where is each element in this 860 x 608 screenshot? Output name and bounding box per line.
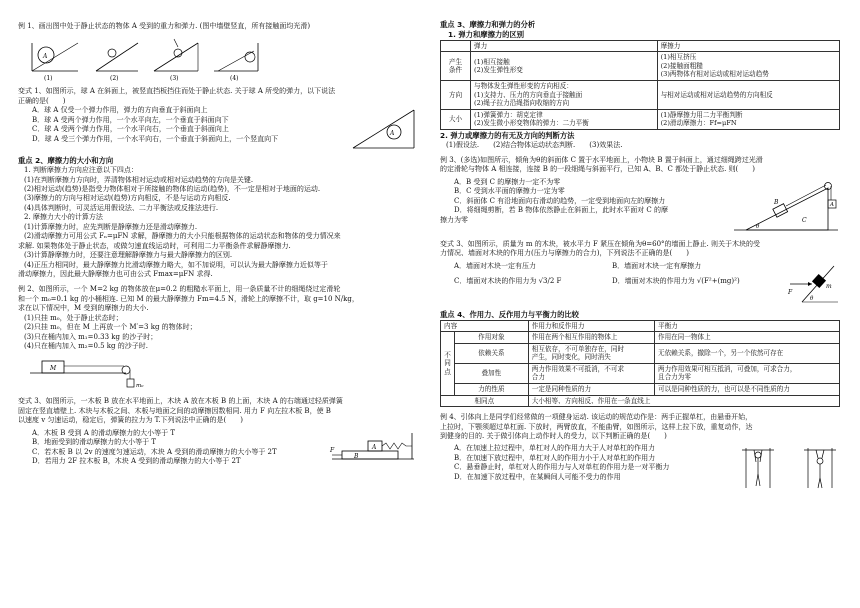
elastic-friction-table: [440, 40, 840, 130]
t2-row-2-b: 两力作用效果不可抵消，不可求 合力: [528, 363, 654, 383]
fig1-label-a: A: [43, 53, 48, 61]
t1-row-0-b: (1)相互挤压 (2)接触面粗糙 (3)两物体有相对运动或相对运动趋势: [657, 52, 839, 81]
kp2-line-4: (4)具体判断时，可灵活运用假设法、二力平衡法或反推法进行.: [24, 203, 219, 212]
t2-row-0-a: 作用对象: [455, 332, 529, 344]
variant-3-option-b: B．地面受到的滑动摩擦力的大小等于 T: [32, 438, 157, 447]
t2-row-3-c: 可以是同种性质的力，也可以是不同性质的力: [655, 384, 840, 396]
example-4-option-d: D．在加速下放过程中，在某瞬间人可能不受力的作用: [454, 472, 621, 481]
variant-3-diagram: [328, 429, 418, 463]
key-point-2-title: 重点 2、摩擦力的大小和方向: [18, 156, 114, 166]
kp2-line-2: (2)相对运动(趋势)是指受力物体相对于所接触的物体的运动(趋势)，不一定是相对于地面的运动.: [24, 185, 321, 194]
example-1-text: 例 1、画出图中处于静止状态的物体 A 受到的重力和弹力. (图中墙壁竖直，所有接触面均光滑): [18, 22, 311, 30]
example-4-option-b: B．在加速下放过程中，单杠对人的作用力小于人对单杠的作用力: [454, 453, 656, 462]
example-2-item-2: (2)只挂 m₀，但在 M 上再放一个 M′=3 kg 的物体时；: [24, 323, 197, 332]
t2-group-label: 不 同点: [441, 332, 455, 395]
t2-same-value: 大小相等、方向相反、作用在一条直线上: [528, 395, 839, 407]
variant-1-option-c: C．球 A 受两个弹力作用，一个水平向右，一个垂直于斜面向上: [32, 125, 229, 134]
example-2-item-3: (3)只在桶内加入 m₁=0.33 kg 的沙子时；: [24, 332, 158, 341]
variant-3-line-2: 固定在竖直墙壁上. 木块与木板之间、木板与地面之间的动摩擦因数相同. 用力 F 向左拉木板 B，使 B: [18, 406, 331, 415]
t1-head-2: 摩擦力: [657, 40, 839, 52]
bucket-label: m₀: [136, 383, 144, 390]
force-f-label-r: F: [788, 288, 793, 296]
variant-1-ball-label: A: [390, 130, 395, 138]
angle-theta-label: θ: [756, 223, 760, 230]
variant-1-body: [18, 106, 418, 152]
t1-head-1: 弹力: [471, 40, 658, 52]
block-b-label-r: B: [774, 198, 779, 206]
example-3-option-a: A．B 受到 C 的摩擦力一定不为零: [454, 177, 561, 186]
wedge-c-label: C: [802, 216, 807, 224]
t2-row-2-a: 叠加性: [455, 363, 529, 383]
variant-3b-option-a: A．墙面对木块一定有压力: [454, 261, 537, 270]
t1-row-2-b: (1)静摩擦力用二力平衡判断 (2)滑动摩擦力：Ff=μFN: [657, 109, 839, 129]
variant-3-body: [18, 429, 418, 467]
variant-1-option-d: D．球 A 受三个弹力作用，一个水平向右，一个垂直于斜面向上，一个竖直向下: [32, 134, 279, 143]
right-column: [440, 20, 840, 490]
kp3-methods: (1)假设法. (2)结合物体运动状态判断. (3)效果法.: [446, 140, 623, 149]
variant-3-option-c: C．若木板 B 以 2v 的速度匀速运动，木块 A 受到的滑动摩擦力的大小等于 2T: [32, 447, 277, 456]
example-3-option-c: C．斜面体 C 有沿地面向右滑动的趋势，一定受到地面向左的摩擦力: [454, 196, 666, 205]
force-comparison-table: [440, 320, 840, 408]
variant-3b-option-c: C．墙面对木块的作用力为 √3/2 F: [454, 277, 562, 286]
kp2-line-0: 1. 判断摩擦力方向应注意以下四点：: [24, 166, 138, 175]
block-a-label: A: [372, 443, 377, 451]
t2-row-3-b: 一定是同种性质的力: [528, 384, 654, 396]
example-1-figures: [18, 33, 418, 81]
example-4-line-1: 例 4、引体向上是同学们经常做的一项健身运动. 该运动的规范动作是：两手正握单杠，由悬垂开始，: [440, 413, 753, 422]
t2-row-3-a: 力的性质: [455, 384, 529, 396]
variant-3b-line-1: 变式 3、如图所示，质量为 m 的木块，被水平力 F 紧压在倾角为θ=60°的墙面上静止. 则关于木块的受: [440, 239, 761, 248]
variant-1-diagram: [348, 106, 418, 152]
t1-row-0-head: 产生 条件: [441, 52, 471, 81]
variant-1-option-a: A．球 A 仅受一个弹力作用，弹力的方向垂直于斜面向上: [32, 106, 208, 115]
t1-head-0: [441, 40, 471, 52]
block-a-label-r: A: [830, 201, 834, 208]
fig-label-4: (4): [230, 75, 239, 82]
variant-3b-option-d: D．墙面对木块的作用力为 √(F²+(mg)²): [612, 277, 740, 286]
kp2-line-5: 2. 摩擦力大小的计算方法: [24, 213, 103, 222]
variant-3-line-3: 以速度 v 匀速运动，稳定后，弹簧的拉力为 T.下列说法中正确的是( ): [18, 416, 243, 425]
example-2-line-3: 求在以下情况中，M 受到的摩擦力的大小.: [18, 304, 149, 313]
t2-head-2: 平衡力: [655, 320, 840, 332]
kp2-line-10: (4)正压力相同时，最大静摩擦力比滑动摩擦力略大，如不加说明，可以认为最大静摩擦力近似等于: [24, 260, 328, 269]
t2-row-2-c: 两力作用效果可相互抵消，可叠加，可求合力， 且合力为零: [655, 363, 840, 383]
t1-row-1-head: 方向: [441, 80, 471, 109]
key-point-3-subtitle-2: 2. 弹力或摩擦力的有无及方向的判断方法: [440, 130, 575, 140]
variant-3-option-d: D．若用力 2F 拉木板 B，木块 A 受到的滑动摩擦力的大小等于 2T: [32, 457, 241, 466]
example-4-line-3: 到健身的目的. 关于做引体向上动作时人的受力，以下判断正确的是( ): [440, 432, 667, 440]
t1-row-0-a: (1)相互接触 (2)发生弹性形变: [471, 52, 658, 81]
kp2-line-3: (3)摩擦力的方向与相对运动(趋势)方向相反，不是与运动方向相反.: [24, 194, 231, 203]
example-3-diagram: [732, 178, 840, 234]
key-point-3-subtitle-1: 1. 弹力和摩擦力的区别: [448, 29, 525, 39]
t1-row-2-a: (1)弹簧弹力：胡克定律 (2)发生微小形变物体的弹力：二力平衡: [471, 109, 658, 129]
variant-3b-diagram: [784, 262, 840, 306]
example-2-item-4: (4)只在桶内加入 m₂=0.5 kg 的沙子时.: [24, 342, 148, 351]
fig-label-3: (3): [170, 75, 179, 82]
example-2-line-1: 例 2、如图所示，一个 M=2 kg 的物体放在μ=0.2 的粗糙水平面上，用一条质量不计的细绳绕过定滑轮: [18, 285, 341, 294]
example-1-diagram: [18, 33, 268, 81]
kp2-line-11: 滑动摩擦力，因此最大静摩擦力也可由公式 Fmax=μFN 求得.: [18, 269, 213, 278]
key-point-4-title: 重点 4、作用力、反作用力与平衡力的比较: [440, 309, 579, 319]
example-2-diagram: [28, 351, 148, 391]
t2-same-label: 相同点: [441, 395, 529, 407]
t1-row-1-a: 与物体发生弹性形变的方向相反： (1)支持力、压力的方向垂直于接触面 (2)绳子拉力沿绳指向收缩的方向: [471, 80, 658, 109]
left-column: [18, 20, 418, 467]
kp2-line-6: (1)计算摩擦力时，应先判断是静摩擦力还是滑动摩擦力.: [24, 222, 198, 231]
t2-head-1: 作用力和反作用力: [528, 320, 654, 332]
angle-theta-label-r: θ: [810, 295, 814, 302]
variant-1-option-b: B．球 A 受两个弹力作用，一个水平向左，一个垂直于斜面向下: [32, 115, 229, 124]
t2-row-0-b: 作用在两个相互作用的物体上: [528, 332, 654, 344]
example-4-line-2: 上拉时，下颚须超过单杠面. 下放时，两臂放直，不能曲臂，如图所示，这样上拉下放，重复动作，达: [440, 422, 753, 431]
kp2-line-9: (3)计算静摩擦力时，还要注意理解静摩擦力与最大静摩擦力的区别.: [24, 251, 233, 260]
t2-row-0-c: 作用在同一物体上: [655, 332, 840, 344]
example-2-line-2: 和一个 m₀=0.1 kg 的小桶相连. 已知 M 的最大静摩擦力 Fm=4.5 N，滑轮上的摩擦不计，取 g=10 N/kg，: [18, 294, 359, 303]
variant-3b-option-b: B．墙面对木块一定有摩擦力: [612, 261, 702, 270]
board-b-label: B: [354, 452, 359, 460]
t2-row-1-c: 无依赖关系，撤除一个，另一个依然可存在: [655, 343, 840, 363]
variant-1-line-1: 变式 1、如图所示，球 A 在斜面上，被竖直挡板挡住而处于静止状态. 关于球 A 所受的弹力，以下说法: [18, 87, 336, 96]
kp2-line-8: 求解. 如果物体处于静止状态，或做匀速直线运动时，可利用二力平衡条件求解静摩擦力.: [18, 241, 291, 250]
example-3-option-b: B．C 受到水平面的摩擦力一定为零: [454, 187, 565, 196]
variant-1-line-2: 正确的是( ): [18, 96, 66, 105]
variant-3b-line-2: 力情况、墙面对木块的作用力(压力与摩擦力的合力)，下列说法不正确的是( ): [440, 249, 689, 258]
kp2-line-1: (1)在判断摩擦力方向时，弄清物体相对运动或相对运动趋势的方向是关键.: [24, 175, 254, 184]
force-f-label: F: [330, 446, 335, 454]
t2-head-0: 内容: [441, 320, 529, 332]
example-3-option-d-cont: 擦力为零: [440, 215, 468, 224]
fig-label-2: (2): [110, 75, 119, 82]
variant-3b-body: [440, 262, 840, 306]
t1-row-2-head: 大小: [441, 109, 471, 129]
example-4-body: [440, 444, 840, 490]
fig-label-1: (1): [44, 75, 53, 82]
t2-row-1-b: 相互依存，不可单独存在，同时 产生，同时变化，同时消失: [528, 343, 654, 363]
example-3-option-d: D．将细绳剪断，若 B 物体依然静止在斜面上，此时水平面对 C 的摩: [454, 206, 669, 215]
key-point-3-title: 重点 3、摩擦力和弹力的分析: [440, 20, 536, 29]
example-4-pullup-diagram: [740, 444, 840, 490]
variant-3-line-1: 变式 3、如图所示，一木板 B 放在水平地面上，木块 A 放在木板 B 的上面，木块 A 的右端通过轻质弹簧: [18, 397, 343, 406]
example-3-line-2: 的定滑轮与物体 A 相连接，连接 B 的一段细绳与斜面平行，已知 A、B、C 都处于静止状态. 则( ): [440, 165, 756, 174]
variant-3-option-a: A．木板 B 受到 A 的滑动摩擦力的大小等于 T: [32, 428, 176, 437]
example-3-body: [440, 178, 840, 234]
kp2-line-7: (2)滑动摩擦力可用公式 Fₙ=μFN 求解，静摩擦力的大小只能根据物体的运动状态和物体的受力情况来: [24, 232, 341, 241]
example-4-option-a: A．在加速上拉过程中，单杠对人的作用力大于人对单杠的作用力: [454, 444, 656, 453]
block-m-label: M: [50, 365, 57, 373]
t1-row-1-b: 与相对运动或相对运动趋势的方向相反: [657, 80, 839, 109]
example-4-option-c: C．悬垂静止时，单杠对人的作用力与人对单杠的作用力是一对平衡力: [454, 463, 670, 472]
example-2-item-1: (1)只挂 m₀，处于静止状态时；: [24, 313, 123, 322]
example-3-line-1: 例 3、(多选)如图所示，倾角为θ的斜面体 C 置于水平地面上，小物块 B 置于斜面上，通过细绳跨过光滑: [440, 156, 763, 165]
mass-m-label: m: [826, 282, 832, 290]
t2-row-1-a: 依赖关系: [455, 343, 529, 363]
